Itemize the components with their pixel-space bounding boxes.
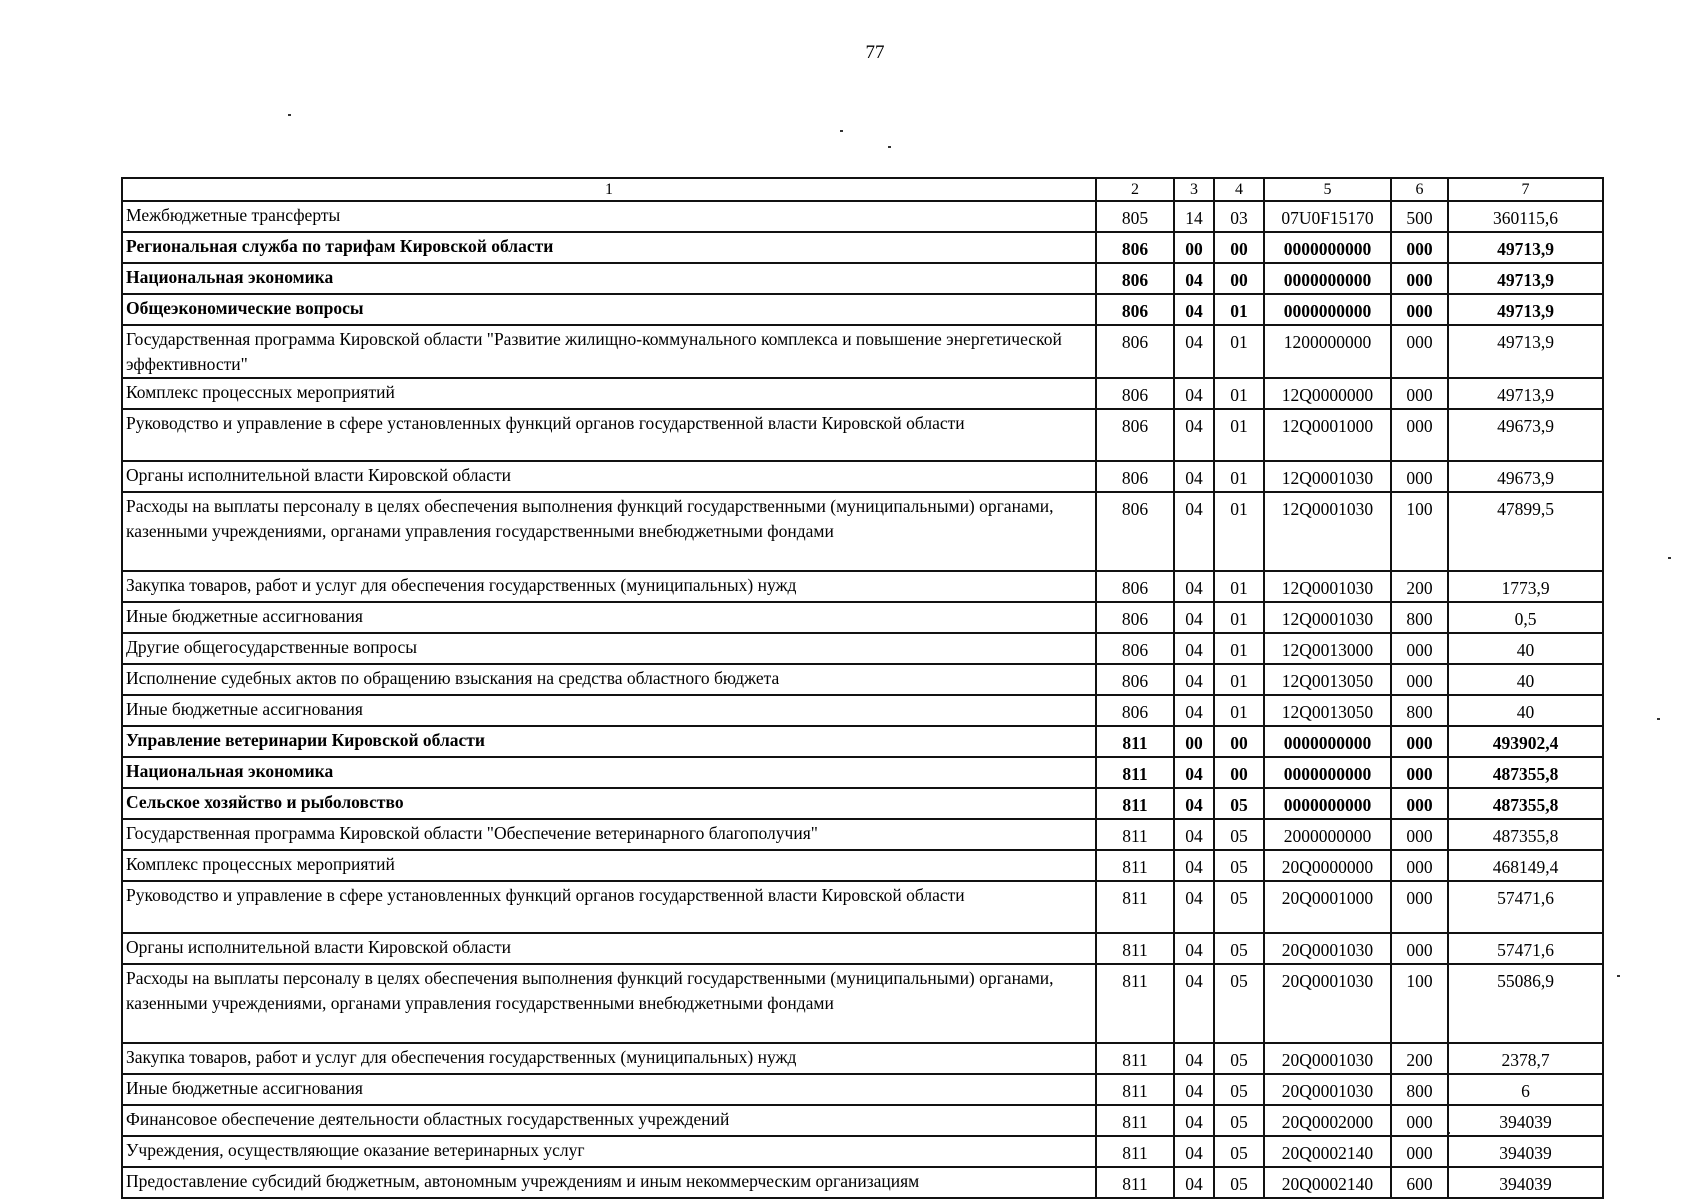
row-section-cell: 04 [1174, 294, 1214, 325]
row-target-code-cell: 12Q0013050 [1264, 695, 1391, 726]
header-cell: 5 [1264, 178, 1391, 201]
row-amount-cell: 394039 [1448, 1105, 1603, 1136]
header-cell: 6 [1391, 178, 1448, 201]
row-name-cell: Государственная программа Кировской области "Развитие жилищно-коммунального комплекса и повышение энергетической эффективности" [122, 325, 1096, 378]
row-code-cell: 806 [1096, 664, 1174, 695]
row-amount-cell: 57471,6 [1448, 933, 1603, 964]
row-target-code-cell: 20Q0001030 [1264, 964, 1391, 1043]
row-expense-type-cell: 000 [1391, 933, 1448, 964]
row-section-cell: 04 [1174, 378, 1214, 409]
row-code-cell: 811 [1096, 964, 1174, 1043]
row-name-cell: Закупка товаров, работ и услуг для обеспечения государственных (муниципальных) нужд [122, 1043, 1096, 1074]
row-section-cell: 04 [1174, 964, 1214, 1043]
row-section-cell: 04 [1174, 461, 1214, 492]
row-amount-cell: 55086,9 [1448, 964, 1603, 1043]
row-section-cell: 04 [1174, 881, 1214, 933]
row-code-cell: 811 [1096, 1105, 1174, 1136]
row-code-cell: 806 [1096, 602, 1174, 633]
row-name-cell: Учреждения, осуществляющие оказание ветеринарных услуг [122, 1136, 1096, 1167]
header-cell: 1 [122, 178, 1096, 201]
table-row [122, 664, 1603, 695]
row-expense-type-cell: 600 [1391, 1167, 1448, 1198]
row-target-code-cell: 0000000000 [1264, 757, 1391, 788]
row-code-cell: 806 [1096, 378, 1174, 409]
row-expense-type-cell: 800 [1391, 602, 1448, 633]
row-expense-type-cell: 000 [1391, 461, 1448, 492]
row-code-cell: 811 [1096, 726, 1174, 757]
table-row [122, 1074, 1603, 1105]
row-subsection-cell: 01 [1214, 571, 1264, 602]
table-row [122, 633, 1603, 664]
row-target-code-cell: 0000000000 [1264, 263, 1391, 294]
header-cell: 4 [1214, 178, 1264, 201]
row-subsection-cell: 05 [1214, 881, 1264, 933]
row-name-cell: Финансовое обеспечение деятельности областных государственных учреждений [122, 1105, 1096, 1136]
row-amount-cell: 487355,8 [1448, 819, 1603, 850]
page-number: 77 [865, 42, 885, 63]
row-code-cell: 811 [1096, 1043, 1174, 1074]
row-section-cell: 04 [1174, 933, 1214, 964]
scan-speck [1657, 718, 1660, 720]
table-row [122, 571, 1603, 602]
row-code-cell: 811 [1096, 788, 1174, 819]
row-target-code-cell: 12Q0001000 [1264, 409, 1391, 461]
table-row [122, 933, 1603, 964]
row-target-code-cell: 20Q0002140 [1264, 1136, 1391, 1167]
row-subsection-cell: 01 [1214, 695, 1264, 726]
row-target-code-cell: 0000000000 [1264, 726, 1391, 757]
row-amount-cell: 49713,9 [1448, 232, 1603, 263]
row-section-cell: 04 [1174, 633, 1214, 664]
row-target-code-cell: 12Q0001030 [1264, 461, 1391, 492]
row-section-cell: 04 [1174, 819, 1214, 850]
row-code-cell: 811 [1096, 850, 1174, 881]
row-section-cell: 04 [1174, 571, 1214, 602]
row-name-cell: Национальная экономика [122, 263, 1096, 294]
budget-table [121, 177, 1604, 1199]
row-subsection-cell: 01 [1214, 602, 1264, 633]
row-section-cell: 04 [1174, 263, 1214, 294]
row-target-code-cell: 1200000000 [1264, 325, 1391, 378]
row-subsection-cell: 01 [1214, 378, 1264, 409]
table-row [122, 263, 1603, 294]
row-subsection-cell: 01 [1214, 409, 1264, 461]
row-amount-cell: 47899,5 [1448, 492, 1603, 571]
table-row [122, 964, 1603, 1043]
row-code-cell: 806 [1096, 263, 1174, 294]
row-expense-type-cell: 000 [1391, 664, 1448, 695]
row-amount-cell: 57471,6 [1448, 881, 1603, 933]
row-amount-cell: 394039 [1448, 1167, 1603, 1198]
row-amount-cell: 49673,9 [1448, 461, 1603, 492]
row-amount-cell: 468149,4 [1448, 850, 1603, 881]
row-name-cell: Иные бюджетные ассигнования [122, 695, 1096, 726]
row-subsection-cell: 01 [1214, 325, 1264, 378]
row-amount-cell: 360115,6 [1448, 201, 1603, 232]
row-subsection-cell: 05 [1214, 788, 1264, 819]
row-expense-type-cell: 000 [1391, 294, 1448, 325]
row-section-cell: 04 [1174, 1074, 1214, 1105]
row-amount-cell: 49673,9 [1448, 409, 1603, 461]
row-target-code-cell: 20Q0002140 [1264, 1167, 1391, 1198]
row-code-cell: 806 [1096, 571, 1174, 602]
row-expense-type-cell: 000 [1391, 881, 1448, 933]
scan-speck [1668, 557, 1671, 559]
row-name-cell: Руководство и управление в сфере установленных функций органов государственной власти Кировской области [122, 409, 1096, 461]
row-expense-type-cell: 200 [1391, 571, 1448, 602]
scan-speck [288, 114, 291, 116]
row-amount-cell: 40 [1448, 695, 1603, 726]
row-subsection-cell: 01 [1214, 633, 1264, 664]
row-section-cell: 14 [1174, 201, 1214, 232]
table-row [122, 1043, 1603, 1074]
table-row [122, 726, 1603, 757]
row-expense-type-cell: 000 [1391, 263, 1448, 294]
table-row [122, 1167, 1603, 1198]
row-subsection-cell: 01 [1214, 294, 1264, 325]
row-code-cell: 806 [1096, 294, 1174, 325]
row-subsection-cell: 01 [1214, 492, 1264, 571]
row-code-cell: 811 [1096, 819, 1174, 850]
row-expense-type-cell: 000 [1391, 1105, 1448, 1136]
row-amount-cell: 394039 [1448, 1136, 1603, 1167]
row-expense-type-cell: 100 [1391, 492, 1448, 571]
row-code-cell: 811 [1096, 1136, 1174, 1167]
row-section-cell: 04 [1174, 409, 1214, 461]
row-section-cell: 00 [1174, 232, 1214, 263]
row-amount-cell: 40 [1448, 664, 1603, 695]
row-target-code-cell: 07U0F15170 [1264, 201, 1391, 232]
row-name-cell: Расходы на выплаты персоналу в целях обеспечения выполнения функций государственными (муниципальными) органами, казенными учреждениями, органами управления государственными внебюджетными фондами [122, 964, 1096, 1043]
row-target-code-cell: 0000000000 [1264, 232, 1391, 263]
row-section-cell: 04 [1174, 602, 1214, 633]
scan-speck [840, 130, 843, 132]
row-expense-type-cell: 100 [1391, 964, 1448, 1043]
row-subsection-cell: 00 [1214, 726, 1264, 757]
table-row [122, 850, 1603, 881]
row-amount-cell: 49713,9 [1448, 378, 1603, 409]
row-subsection-cell: 05 [1214, 850, 1264, 881]
row-code-cell: 811 [1096, 1167, 1174, 1198]
table-row [122, 378, 1603, 409]
row-expense-type-cell: 000 [1391, 633, 1448, 664]
row-target-code-cell: 12Q0001030 [1264, 602, 1391, 633]
table-row [122, 881, 1603, 933]
row-amount-cell: 2378,7 [1448, 1043, 1603, 1074]
header-cell: 7 [1448, 178, 1603, 201]
row-expense-type-cell: 000 [1391, 409, 1448, 461]
table-row [122, 1105, 1603, 1136]
row-section-cell: 04 [1174, 788, 1214, 819]
row-section-cell: 04 [1174, 1105, 1214, 1136]
row-code-cell: 806 [1096, 461, 1174, 492]
row-code-cell: 811 [1096, 933, 1174, 964]
table-row [122, 819, 1603, 850]
row-name-cell: Региональная служба по тарифам Кировской области [122, 232, 1096, 263]
row-amount-cell: 49713,9 [1448, 294, 1603, 325]
row-name-cell: Общеэкономические вопросы [122, 294, 1096, 325]
table-row [122, 602, 1603, 633]
row-subsection-cell: 05 [1214, 1136, 1264, 1167]
row-amount-cell: 487355,8 [1448, 788, 1603, 819]
row-target-code-cell: 20Q0001030 [1264, 933, 1391, 964]
row-amount-cell: 49713,9 [1448, 263, 1603, 294]
table-row [122, 695, 1603, 726]
row-name-cell: Органы исполнительной власти Кировской области [122, 933, 1096, 964]
table-row [122, 325, 1603, 378]
row-expense-type-cell: 500 [1391, 201, 1448, 232]
row-subsection-cell: 05 [1214, 1074, 1264, 1105]
row-subsection-cell: 05 [1214, 933, 1264, 964]
row-subsection-cell: 05 [1214, 964, 1264, 1043]
row-code-cell: 806 [1096, 695, 1174, 726]
row-subsection-cell: 03 [1214, 201, 1264, 232]
row-subsection-cell: 05 [1214, 1167, 1264, 1198]
row-subsection-cell: 00 [1214, 232, 1264, 263]
row-amount-cell: 493902,4 [1448, 726, 1603, 757]
row-name-cell: Комплекс процессных мероприятий [122, 378, 1096, 409]
row-amount-cell: 1773,9 [1448, 571, 1603, 602]
row-section-cell: 04 [1174, 1167, 1214, 1198]
row-name-cell: Сельское хозяйство и рыболовство [122, 788, 1096, 819]
row-target-code-cell: 20Q0001000 [1264, 881, 1391, 933]
row-expense-type-cell: 000 [1391, 819, 1448, 850]
row-expense-type-cell: 800 [1391, 1074, 1448, 1105]
scan-speck [888, 146, 891, 148]
row-name-cell: Управление ветеринарии Кировской области [122, 726, 1096, 757]
row-target-code-cell: 12Q0013000 [1264, 633, 1391, 664]
row-code-cell: 806 [1096, 633, 1174, 664]
row-expense-type-cell: 000 [1391, 1136, 1448, 1167]
row-expense-type-cell: 200 [1391, 1043, 1448, 1074]
row-subsection-cell: 00 [1214, 757, 1264, 788]
row-section-cell: 04 [1174, 664, 1214, 695]
row-expense-type-cell: 000 [1391, 232, 1448, 263]
table-row [122, 409, 1603, 461]
row-section-cell: 00 [1174, 726, 1214, 757]
table-body [122, 178, 1603, 1198]
row-name-cell: Межбюджетные трансферты [122, 201, 1096, 232]
row-amount-cell: 40 [1448, 633, 1603, 664]
row-amount-cell: 0,5 [1448, 602, 1603, 633]
row-target-code-cell: 20Q0000000 [1264, 850, 1391, 881]
row-name-cell: Органы исполнительной власти Кировской области [122, 461, 1096, 492]
row-target-code-cell: 20Q0002000 [1264, 1105, 1391, 1136]
row-code-cell: 811 [1096, 881, 1174, 933]
row-section-cell: 04 [1174, 1043, 1214, 1074]
row-expense-type-cell: 000 [1391, 726, 1448, 757]
row-target-code-cell: 0000000000 [1264, 788, 1391, 819]
row-name-cell: Другие общегосударственные вопросы [122, 633, 1096, 664]
row-subsection-cell: 05 [1214, 1043, 1264, 1074]
row-expense-type-cell: 000 [1391, 378, 1448, 409]
row-section-cell: 04 [1174, 325, 1214, 378]
row-target-code-cell: 20Q0001030 [1264, 1043, 1391, 1074]
row-target-code-cell: 12Q0001030 [1264, 571, 1391, 602]
table-row [122, 461, 1603, 492]
row-code-cell: 811 [1096, 757, 1174, 788]
row-target-code-cell: 20Q0001030 [1264, 1074, 1391, 1105]
row-subsection-cell: 00 [1214, 263, 1264, 294]
row-target-code-cell: 12Q0000000 [1264, 378, 1391, 409]
table-row [122, 492, 1603, 571]
row-code-cell: 806 [1096, 409, 1174, 461]
table-header-row [122, 178, 1603, 201]
row-amount-cell: 6 [1448, 1074, 1603, 1105]
row-name-cell: Иные бюджетные ассигнования [122, 1074, 1096, 1105]
row-name-cell: Расходы на выплаты персоналу в целях обеспечения выполнения функций государственными (муниципальными) органами, казенными учреждениями, органами управления государственными внебюджетными фондами [122, 492, 1096, 571]
row-expense-type-cell: 000 [1391, 788, 1448, 819]
row-subsection-cell: 01 [1214, 664, 1264, 695]
row-amount-cell: 487355,8 [1448, 757, 1603, 788]
row-section-cell: 04 [1174, 1136, 1214, 1167]
row-section-cell: 04 [1174, 492, 1214, 571]
row-code-cell: 806 [1096, 492, 1174, 571]
row-code-cell: 811 [1096, 1074, 1174, 1105]
row-subsection-cell: 01 [1214, 461, 1264, 492]
row-name-cell: Закупка товаров, работ и услуг для обеспечения государственных (муниципальных) нужд [122, 571, 1096, 602]
row-code-cell: 805 [1096, 201, 1174, 232]
row-code-cell: 806 [1096, 325, 1174, 378]
row-expense-type-cell: 000 [1391, 325, 1448, 378]
table-row [122, 1136, 1603, 1167]
row-subsection-cell: 05 [1214, 1105, 1264, 1136]
row-section-cell: 04 [1174, 757, 1214, 788]
table-row [122, 757, 1603, 788]
header-cell: 2 [1096, 178, 1174, 201]
row-section-cell: 04 [1174, 850, 1214, 881]
row-code-cell: 806 [1096, 232, 1174, 263]
row-name-cell: Государственная программа Кировской области "Обеспечение ветеринарного благополучия" [122, 819, 1096, 850]
row-amount-cell: 49713,9 [1448, 325, 1603, 378]
header-cell: 3 [1174, 178, 1214, 201]
row-name-cell: Иные бюджетные ассигнования [122, 602, 1096, 633]
row-expense-type-cell: 800 [1391, 695, 1448, 726]
row-name-cell: Предоставление субсидий бюджетным, автономным учреждениям и иным некоммерческим организациям [122, 1167, 1096, 1198]
row-target-code-cell: 12Q0013050 [1264, 664, 1391, 695]
row-name-cell: Руководство и управление в сфере установленных функций органов государственной власти Кировской области [122, 881, 1096, 933]
row-name-cell: Исполнение судебных актов по обращению взыскания на средства областного бюджета [122, 664, 1096, 695]
row-expense-type-cell: 000 [1391, 757, 1448, 788]
table-row [122, 788, 1603, 819]
scan-speck [1617, 975, 1620, 977]
row-target-code-cell: 2000000000 [1264, 819, 1391, 850]
row-name-cell: Национальная экономика [122, 757, 1096, 788]
row-expense-type-cell: 000 [1391, 850, 1448, 881]
table-row [122, 201, 1603, 232]
row-section-cell: 04 [1174, 695, 1214, 726]
table-row [122, 232, 1603, 263]
row-target-code-cell: 12Q0001030 [1264, 492, 1391, 571]
row-subsection-cell: 05 [1214, 819, 1264, 850]
table-row [122, 294, 1603, 325]
row-name-cell: Комплекс процессных мероприятий [122, 850, 1096, 881]
row-target-code-cell: 0000000000 [1264, 294, 1391, 325]
